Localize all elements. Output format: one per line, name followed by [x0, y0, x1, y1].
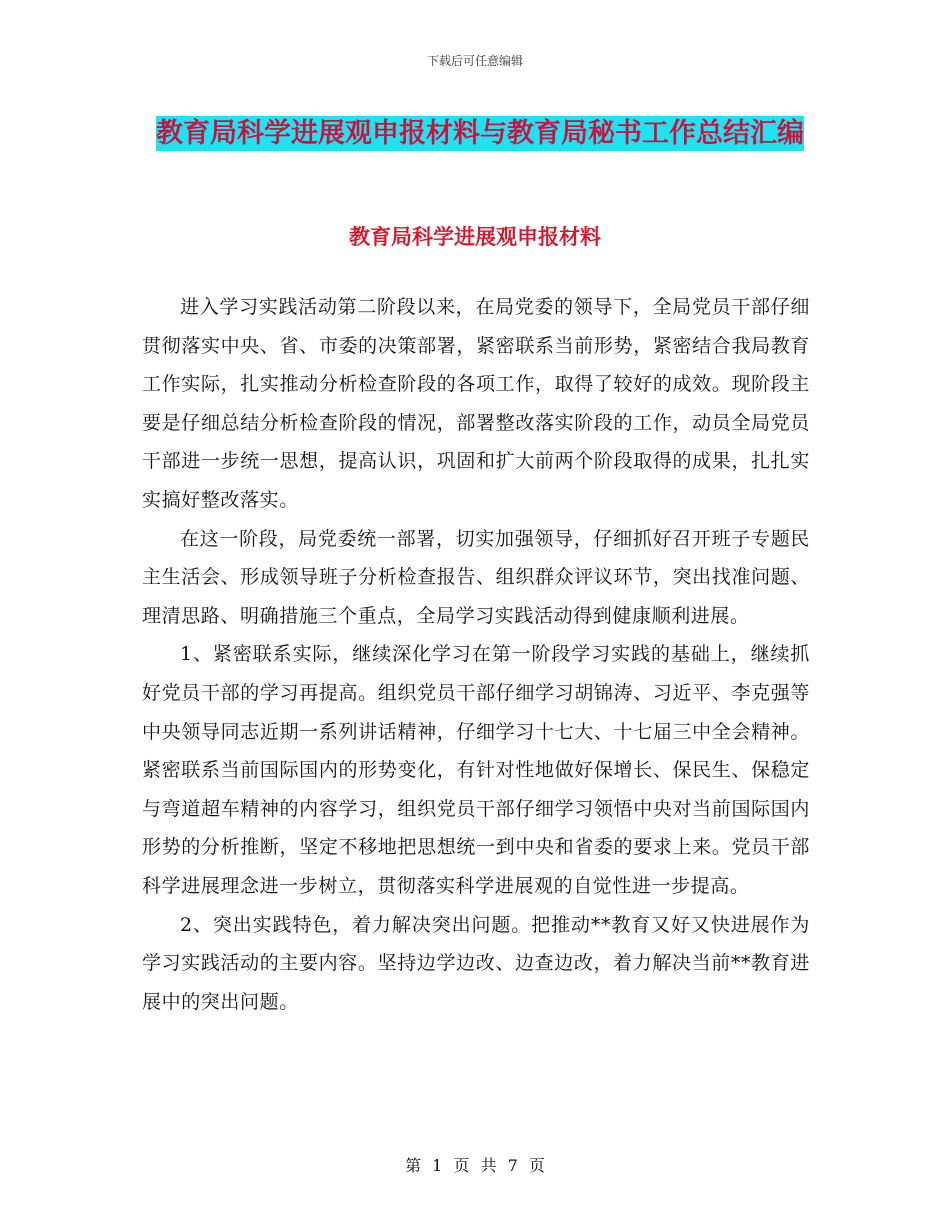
paragraph-3: 1、紧密联系实际，继续深化学习在第一阶段学习实践的基础上，继续抓好党员干部的学习再提高。组织党员干部仔细学习胡锦涛、习近平、李克强等中央领导同志近期一系列讲话精神，仔细学习十七大、十七届三中全会精神。紧密联系当前国际国内的形势变化，有针对性地做好保增长、保民生、保稳定与弯道超车精神的内容学习，组织党员干部仔细学习领悟中央对当前国际国内形势的分析推断，坚定不移地把思想统一到中央和省委的要求上来。党员干部科学进展理念进一步树立，贯彻落实科学进展观的自觉性进一步提高。 — [142, 643, 810, 897]
paragraph-1: 进入学习实践活动第二阶段以来，在局党委的领导下，全局党员干部仔细贯彻落实中央、省、市委的决策部署，紧密联系当前形势，紧密结合我局教育工作实际，扎实推动分析检查阶段的各项工作，取得了较好的成效。现阶段主要是仔细总结分析检查阶段的情况，部署整改落实阶段的工作，动员全局党员干部进一步统一思想，提高认识，巩固和扩大前两个阶段取得的成果，扎扎实实搞好整改落实。 — [142, 296, 810, 511]
document-title-highlight: 教育局科学进展观申报材料与教育局秘书工作总结汇编 — [156, 118, 804, 149]
page-number: 第 1 页 共 7 页 — [405, 1156, 545, 1175]
document-body — [142, 288, 810, 1021]
paragraph-2: 在这一阶段，局党委统一部署，切实加强领导，仔细抓好召开班子专题民主生活会、形成领导班子分析检查报告、组织群众评议环节，突出找准问题、理清思路、明确措施三个重点，全局学习实践活动得到健康顺利进展。 — [142, 527, 810, 627]
section-heading: 教育局科学进展观申报材料 — [349, 225, 601, 249]
document-title — [150, 110, 810, 157]
paragraph-4: 2、突出实践特色，着力解决突出问题。把推动**教育又好又快进展作为学习实践活动的主要内容。坚持边学边改、边查边改，着力解决当前**教育进展中的突出问题。 — [142, 913, 810, 1013]
header-note: 下载后可任意编辑 — [426, 54, 523, 68]
